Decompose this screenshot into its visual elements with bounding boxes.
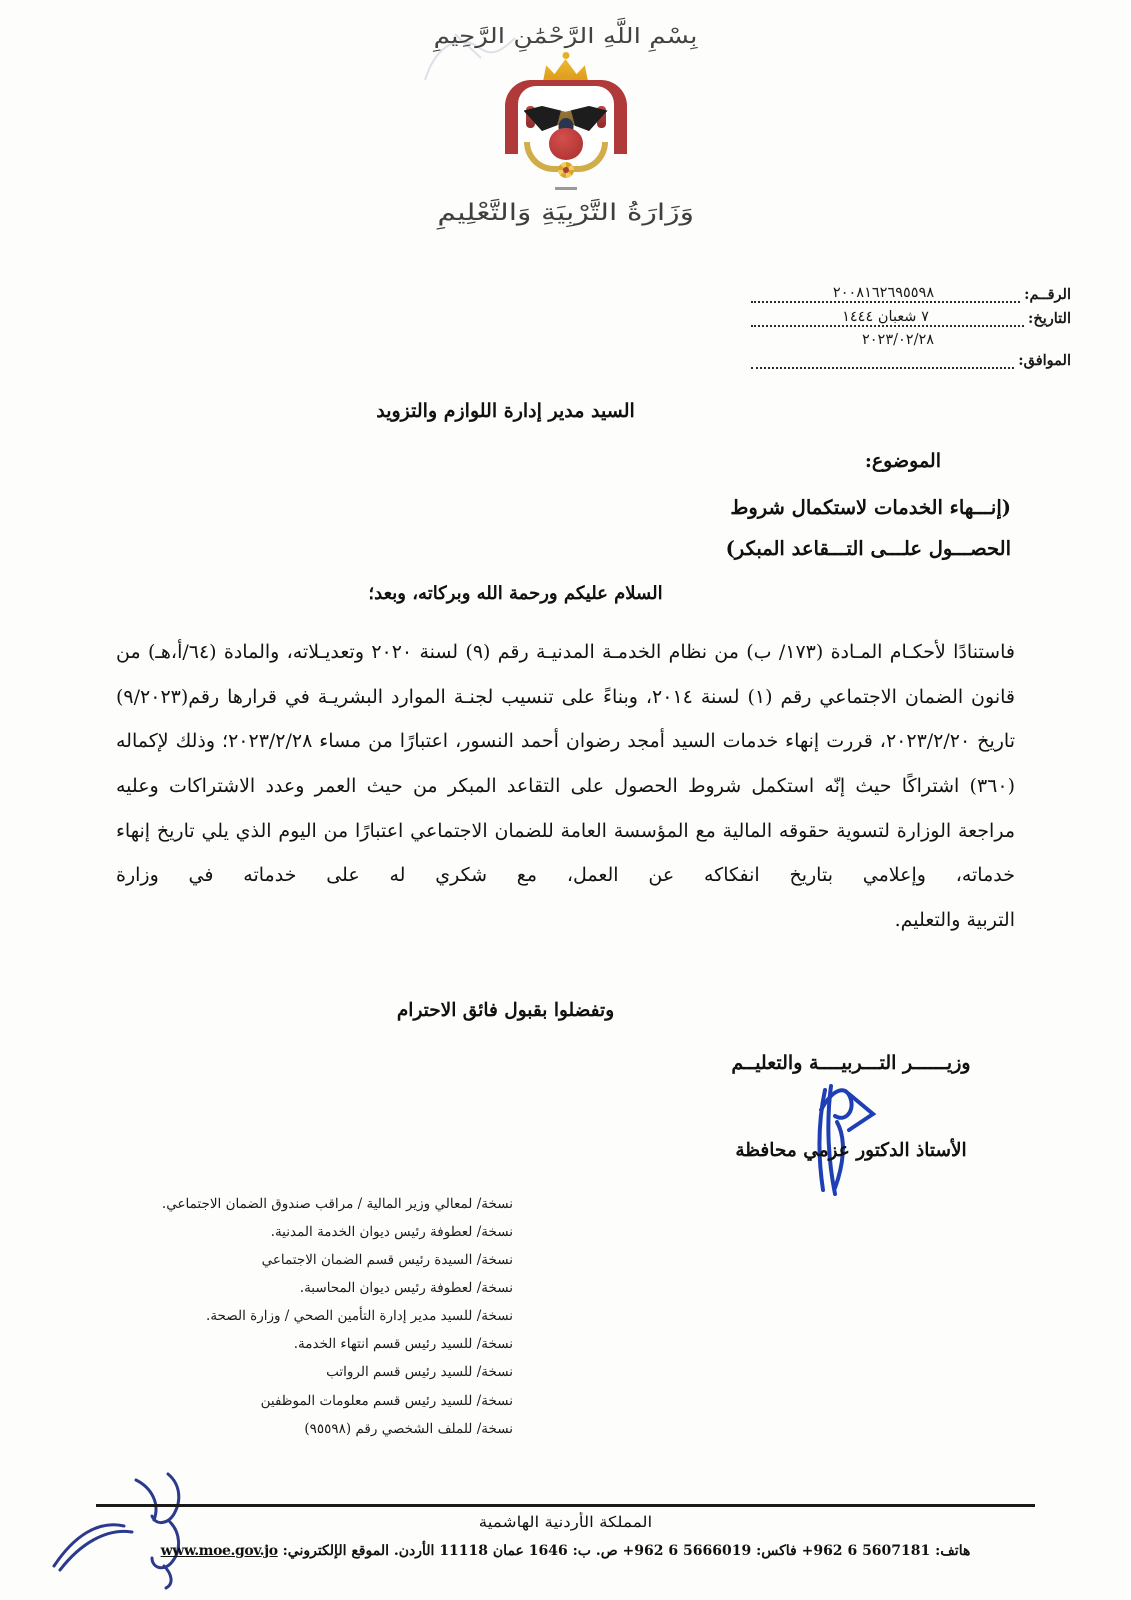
reference-date-dots [751,308,1024,327]
letterhead [0,24,1131,226]
list-item: نسخة/ للملف الشخصي رقم (٩٥٥٩٨) [304,1420,513,1437]
subject-line-2: الحصـــول علـــى التـــقاعد المبكر) [725,536,1011,560]
body-paragraph: فاستنادًا لأحكـام المـادة (١٧٣/ ب) من نظام الخدمـة المدنيـة رقم (٩) لسنة ٢٠٢٠ وتعديـلاته، والمادة (٦٤/أ،هـ) من قانون الضمان الاجتماعي رقم (١) لسنة ٢٠١٤، وبناءً على تنسيب لجنـة الموارد البشريـة في قرارها رقم(٩/٢٠٢٣) تاريخ ٢٠٢٣/٢/٢٠، قررت إنهاء خدمات السيد أمجد رضوان أحمد النسور، اعتبارًا من مساء ٢٠٢٣/٢/٢٨؛ وذلك لإكماله (٣٦٠) اشتراكًا حيث إنّه استكمل شروط الحصول على التقاعد المبكر من حيث العمر وعدد الاشتراكات وعليه مراجعة الوزارة لتسوية حقوقه المالية مع المؤسسة العامة للضمان الاجتماعي اعتبارًا من اليوم الذي يلي تاريخ إنهاء خدماته، وإعلامي بتاريخ انفكاكه عن العمل، مع شكري له على خدماته في وزارة [116,641,1015,887]
list-item: نسخة/ لعطوفة رئيس ديوان الخدمة المدنية. [270,1224,513,1241]
minister-signature-icon [791,1070,901,1200]
reference-number-label: الرقــم: [1024,286,1071,303]
subject-line-1: (إنـــهاء الخدمات لاستكمال شروط [730,496,1011,519]
reference-gregorian-date: ٢٠٢٣/٠٢/٢٨ [861,332,935,348]
copies-list [113,1190,513,1443]
subject-label: الموضوع: [864,450,941,472]
website-link[interactable]: www.moe.gov.jo [160,1543,278,1559]
list-item: نسخة/ للسيد رئيس قسم الرواتب [326,1364,513,1381]
addressee-line: السيد مدير إدارة اللوازم والتزويد [376,400,635,422]
list-item: نسخة/ للسيد رئيس قسم انتهاء الخدمة. [293,1336,513,1353]
reference-date-label: التاريخ: [1028,310,1071,327]
phone-number: 5607181 6 962+ [801,1543,931,1559]
phone-label: هاتف: [935,1543,971,1559]
list-item: نسخة/ لمعالي وزير المالية / مراقب صندوق الضمان الاجتماعي. [161,1196,513,1212]
reference-date-row [751,310,1071,327]
footer [96,1512,1035,1559]
reference-block [751,286,1071,376]
body-last-line: التربية والتعليم. [894,908,1015,931]
list-item: نسخة/ لعطوفة رئيس ديوان المحاسبة. [299,1280,513,1297]
kingdom-name: المملكة الأردنية الهاشمية [478,1513,653,1531]
signature-name: الأستاذ الدكتور عزمي محافظة [735,1140,967,1161]
signature-title: وزيــــــر التـــربيــــة والتعليــم [731,1052,971,1074]
fax-label: فاكس: [756,1543,797,1559]
po-box-label: ص. ب: [572,1543,618,1559]
reference-number-dots [751,284,1020,303]
reference-number-row [751,286,1071,303]
website-label: الموقع الإلكتروني: [282,1543,389,1559]
list-item: نسخة/ للسيد رئيس قسم معلومات الموظفين [260,1392,513,1409]
fax-number: 5666019 6 962+ [622,1543,752,1559]
closing-line: وتفضلوا بقبول فائق الاحترام [396,1000,615,1021]
footer-contact-line [96,1543,1035,1559]
emblem-base [555,187,577,190]
greeting-line: السلام عليكم ورحمة الله وبركاته، وبعد؛ [368,583,663,604]
list-item: نسخة/ للسيد مدير إدارة التأمين الصحي / وزارة الصحة. [206,1308,513,1325]
subject-block [651,450,1011,570]
footer-divider [96,1504,1035,1507]
basmala-text: بِسْمِ اللَّهِ الرَّحْمَٰنِ الرَّحِيمِ [433,24,698,48]
ministry-name: وَزَارَةُ التَّرْبِيَةِ وَالتَّعْلِيمِ [437,200,694,226]
jordan-coat-of-arms-emblem [486,56,646,186]
list-item: نسخة/ السيدة رئيس قسم الضمان الاجتماعي [261,1252,513,1269]
reference-corresponding-dots [751,356,1014,369]
reference-date-value: ٧ شعبان ١٤٤٤ [842,308,929,325]
crown-finial [562,52,569,59]
reference-corresponding-row [751,352,1071,369]
medal-icon [558,162,574,178]
body-text [116,630,1015,942]
reference-number-value: ٢٠٠٨١٦٢٦٩٥٥٩٨ [832,284,935,301]
po-box-value: 1646 عمان 11118 الأردن. [393,1543,568,1559]
reference-corresponding-label: الموافق: [1018,352,1071,369]
